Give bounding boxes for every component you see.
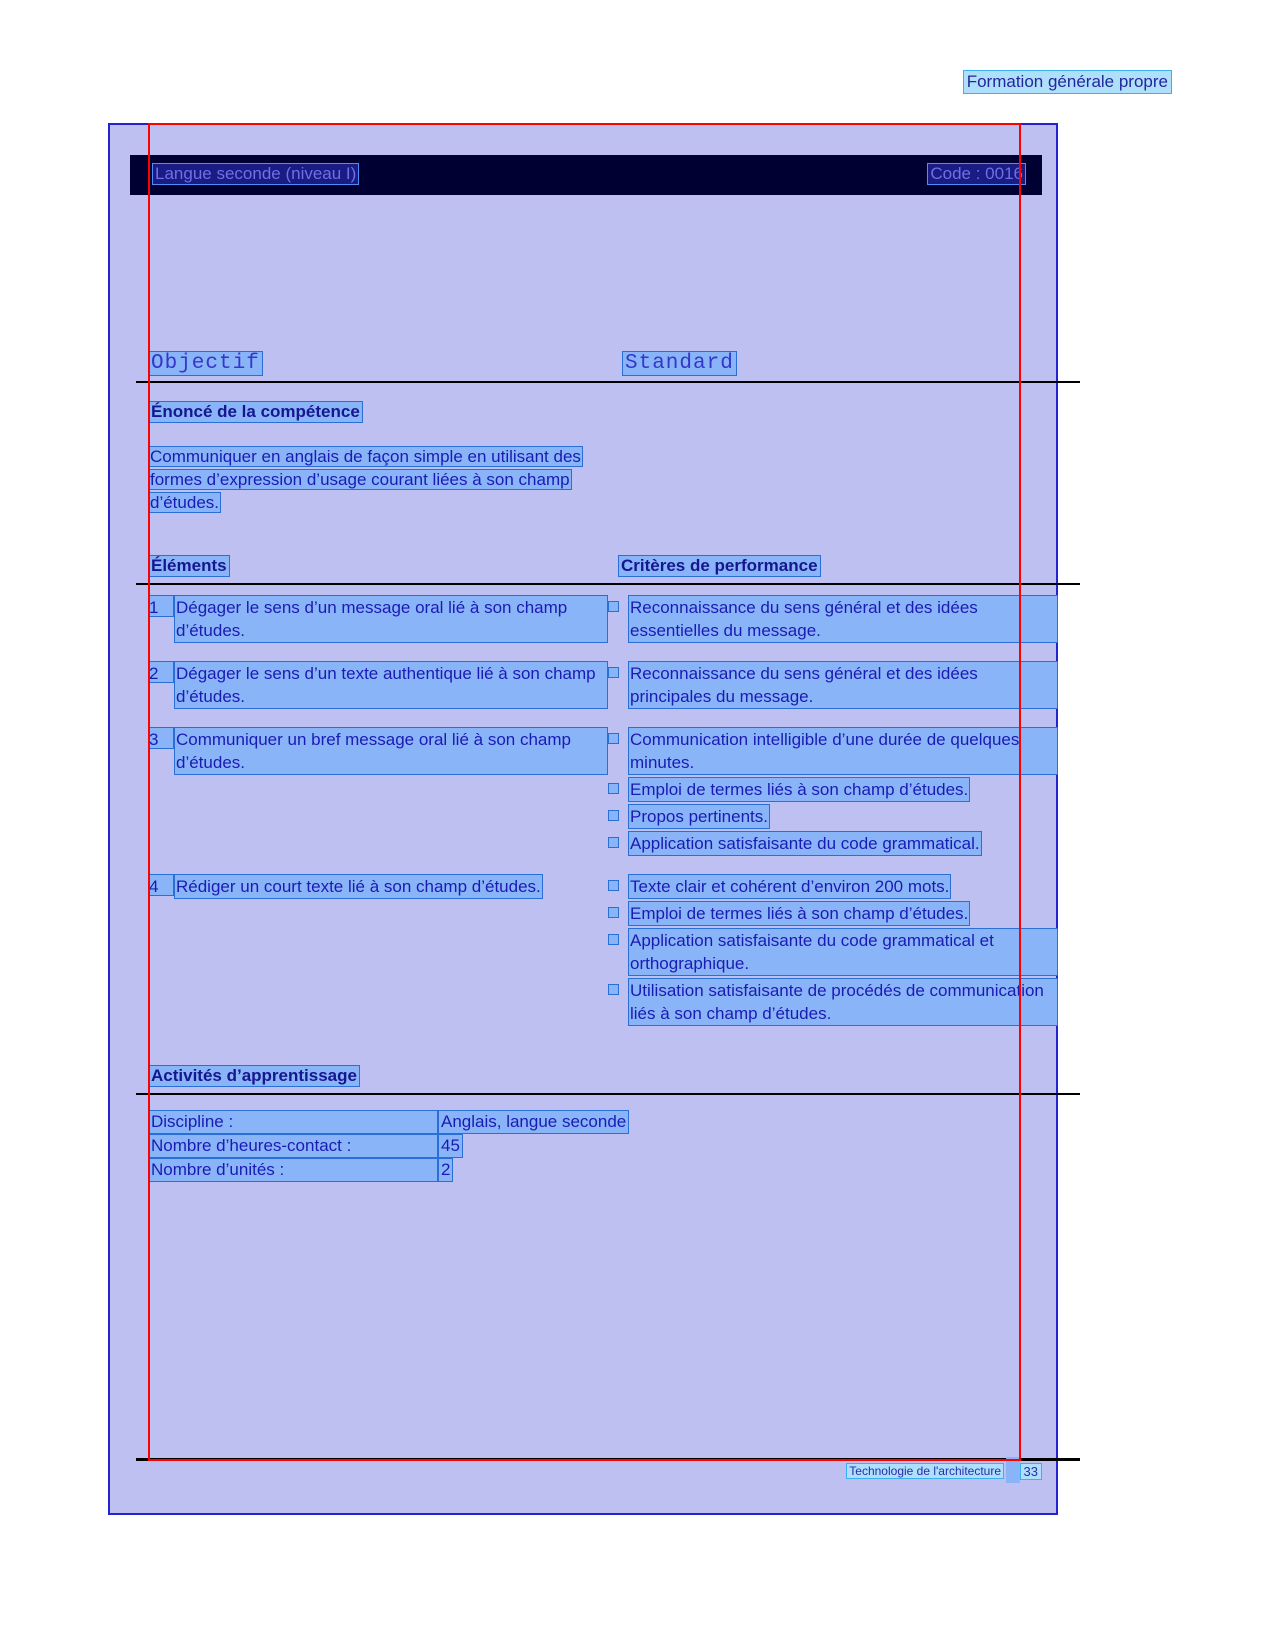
criteria-cell <box>608 595 1058 645</box>
list-item <box>148 1158 629 1182</box>
bullet-icon <box>608 595 628 643</box>
element-number: 4 <box>148 874 174 896</box>
element-text: Rédiger un court texte lié à son champ d’études. <box>174 874 543 899</box>
elements-header: Éléments <box>148 555 230 577</box>
bullet-icon <box>608 874 628 899</box>
footer-divider <box>136 1458 1080 1461</box>
element-cell <box>130 874 608 1028</box>
heures-contact-label: Nombre d’heures-contact : <box>148 1134 438 1158</box>
element-text: Dégager le sens d’un message oral lié à son champ d’études. <box>174 595 608 643</box>
competence-text-block <box>148 445 618 514</box>
activites-details <box>148 1110 629 1182</box>
document-page <box>108 123 1058 1515</box>
element-cell <box>130 727 608 858</box>
course-code: Code : 0016 <box>927 163 1026 185</box>
competence-label: Énoncé de la compétence <box>148 401 363 423</box>
unites-value: 2 <box>438 1158 453 1182</box>
footer-marker <box>1006 1457 1020 1483</box>
running-head: Formation générale propre <box>963 70 1172 94</box>
bullet-icon <box>608 831 628 856</box>
criteria-cell <box>608 874 1058 1028</box>
bullet-icon <box>608 901 628 926</box>
criteria-cell <box>608 661 1058 711</box>
bullet-icon <box>608 661 628 709</box>
element-number: 3 <box>148 727 174 749</box>
criterion-text: Propos pertinents. <box>628 804 770 829</box>
objectif-column-header: Objectif <box>148 351 263 376</box>
table-row <box>130 595 1080 645</box>
bullet-icon <box>608 777 628 802</box>
footer-program: Technologie de l'architecture <box>846 1463 1004 1479</box>
criterion-text: Emploi de termes liés à son champ d’études. <box>628 901 970 926</box>
course-title-bar <box>130 155 1042 195</box>
criterion-text: Application satisfaisante du code grammatical. <box>628 831 982 856</box>
discipline-label: Discipline : <box>148 1110 438 1134</box>
criterion-text: Emploi de termes liés à son champ d’études. <box>628 777 970 802</box>
table-row <box>130 727 1080 858</box>
bullet-icon <box>608 804 628 829</box>
bullet-icon <box>608 978 628 1026</box>
criteres-header: Critères de performance <box>618 555 821 577</box>
list-item <box>148 1134 629 1158</box>
activites-label: Activités d’apprentissage <box>148 1065 360 1087</box>
element-number: 1 <box>148 595 174 617</box>
standard-column-header: Standard <box>622 351 737 376</box>
criterion-text: Reconnaissance du sens général et des idées principales du message. <box>628 661 1058 709</box>
unites-label: Nombre d’unités : <box>148 1158 438 1182</box>
discipline-value: Anglais, langue seconde <box>438 1110 629 1134</box>
criterion-text: Application satisfaisante du code grammatical et orthographique. <box>628 928 1058 976</box>
element-number: 2 <box>148 661 174 683</box>
element-text: Communiquer un bref message oral lié à son champ d’études. <box>174 727 608 775</box>
course-title: Langue seconde (niveau I) <box>152 163 359 185</box>
bullet-icon <box>608 928 628 976</box>
table-row <box>130 874 1080 1028</box>
competence-text: Communiquer en anglais de façon simple en utilisant des formes d’expression d’usage courant liées à son champ d’études. <box>150 447 581 512</box>
criterion-text: Texte clair et cohérent d’environ 200 mots. <box>628 874 951 899</box>
criteria-cell <box>608 727 1058 858</box>
table-row <box>130 661 1080 711</box>
element-text: Dégager le sens d’un texte authentique lié à son champ d’études. <box>174 661 608 709</box>
criterion-text: Reconnaissance du sens général et des idées essentielles du message. <box>628 595 1058 643</box>
objectif-divider <box>136 381 1080 383</box>
element-cell <box>130 661 608 711</box>
criterion-text: Communication intelligible d’une durée de quelques minutes. <box>628 727 1058 775</box>
bullet-icon <box>608 727 628 775</box>
page-number: 33 <box>1020 1463 1042 1480</box>
elements-divider <box>136 583 1080 585</box>
activites-divider <box>136 1093 1080 1095</box>
criterion-text: Utilisation satisfaisante de procédés de communication liés à son champ d’études. <box>628 978 1058 1026</box>
competency-table <box>130 595 1080 1044</box>
element-cell <box>130 595 608 645</box>
heures-contact-value: 45 <box>438 1134 463 1158</box>
list-item <box>148 1110 629 1134</box>
